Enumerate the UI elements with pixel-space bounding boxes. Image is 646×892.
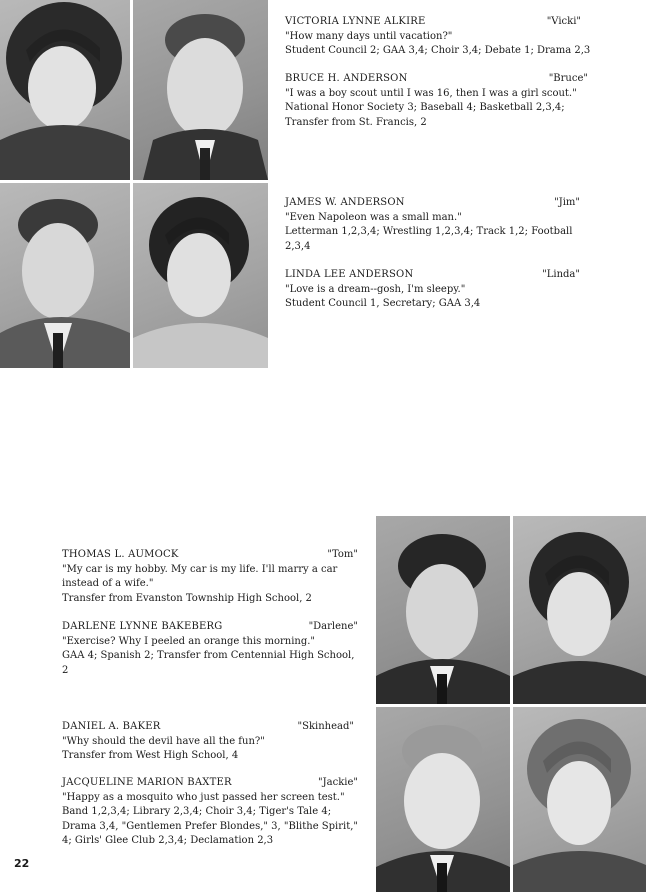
student-nickname: "Skinhead"	[297, 721, 354, 732]
student-entry	[62, 720, 354, 764]
student-entry	[62, 548, 358, 606]
student-activities: Band 1,2,3,4; Library 2,3,4; Choir 3,4; Tiger's Tale 4; Drama 3,4, "Gentlemen Prefer Blondes," 3, "Blithe Spirit," 4; Girls' Glee Club 2,3,4; Declamation 2,3	[62, 806, 359, 847]
student-quote: "Happy as a mosquito who just passed her screen test."	[62, 791, 345, 803]
student-activities: Student Council 2; GAA 3,4; Choir 3,4; Debate 1; Drama 2,3	[285, 45, 591, 57]
portrait-photo-jacqueline-baxter	[513, 707, 646, 892]
student-entry	[62, 620, 358, 678]
student-nickname: "Tom"	[327, 549, 358, 560]
student-activities: GAA 4; Spanish 2; Transfer from Centennial High School, 2	[62, 650, 355, 676]
portrait-photo-linda-anderson	[133, 183, 268, 368]
student-nickname: "Bruce"	[548, 73, 588, 84]
student-quote: "How many days until vacation?"	[285, 30, 453, 42]
student-entry	[285, 196, 580, 254]
portrait-photo-daniel-baker	[376, 707, 510, 892]
student-activities: National Honor Society 3; Baseball 4; Basketball 2,3,4; Transfer from St. Francis, 2	[285, 102, 565, 128]
student-activities: Transfer from West High School, 4	[62, 750, 239, 762]
student-nickname: "Linda"	[542, 269, 580, 280]
student-name: DANIEL A. BAKER	[62, 721, 161, 732]
page-number: 22	[14, 857, 30, 870]
student-name: JAMES W. ANDERSON	[285, 197, 405, 208]
portrait-photo-bruce-anderson	[133, 0, 268, 180]
student-quote: "Exercise? Why I peeled an orange this morning."	[62, 635, 316, 647]
student-nickname: "Jim"	[554, 197, 580, 208]
student-name: DARLENE LYNNE BAKEBERG	[62, 621, 223, 632]
student-entry	[285, 15, 593, 59]
student-quote: "Love is a dream--gosh, I'm sleepy."	[285, 283, 466, 295]
student-name: LINDA LEE ANDERSON	[285, 269, 414, 280]
portrait-photo-darlene-bakeberg	[513, 516, 646, 704]
student-activities: Student Council 1, Secretary; GAA 3,4	[285, 298, 481, 310]
student-nickname: "Darlene"	[308, 621, 358, 632]
student-quote: "My car is my hobby. My car is my life. I'll marry a car instead of a wife."	[62, 563, 338, 590]
student-entry	[62, 776, 358, 849]
portrait-photo-victoria-alkire	[0, 0, 130, 180]
student-quote: "Even Napoleon was a small man."	[285, 211, 462, 223]
student-quote: "Why should the devil have all the fun?"	[62, 735, 265, 747]
student-entry	[285, 268, 580, 312]
student-activities: Letterman 1,2,3,4; Wrestling 1,2,3,4; Track 1,2; Football 2,3,4	[285, 226, 573, 252]
student-nickname: "Jackie"	[318, 777, 358, 788]
portrait-photo-james-anderson	[0, 183, 130, 368]
student-name: JACQUELINE MARION BAXTER	[62, 777, 232, 788]
student-name: THOMAS L. AUMOCK	[62, 549, 179, 560]
student-quote: "I was a boy scout until I was 16, then I was a girl scout."	[285, 87, 577, 99]
portrait-photo-thomas-aumock	[376, 516, 510, 704]
student-activities: Transfer from Evanston Township High School, 2	[62, 592, 312, 604]
student-nickname: "Vicki"	[546, 16, 581, 27]
student-entry	[285, 72, 588, 130]
student-name: VICTORIA LYNNE ALKIRE	[285, 16, 426, 27]
student-name: BRUCE H. ANDERSON	[285, 73, 408, 84]
